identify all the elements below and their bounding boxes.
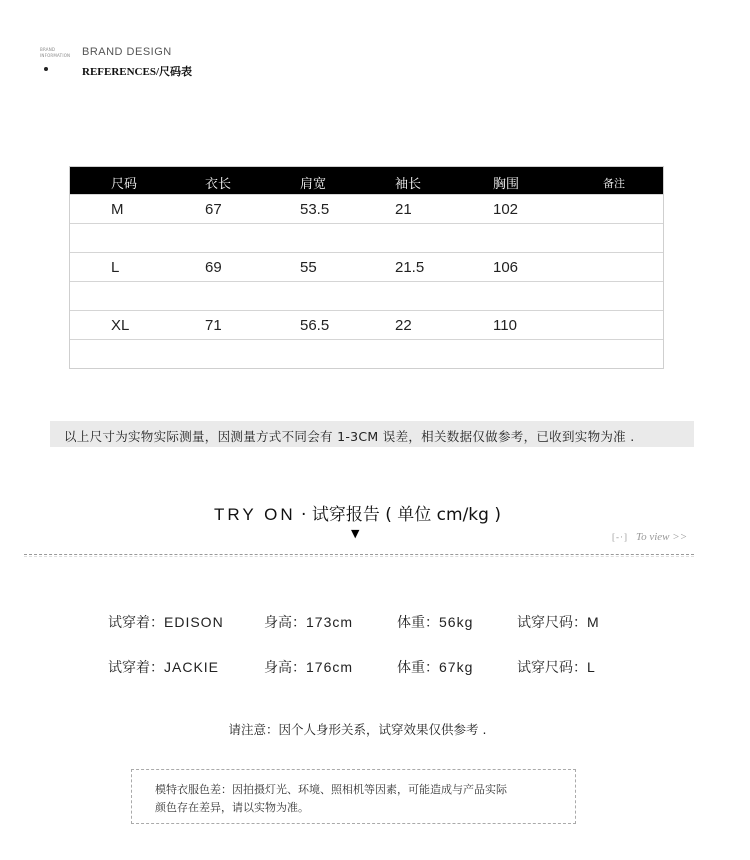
table-cell: 110 bbox=[493, 317, 517, 334]
measurement-note-bar bbox=[50, 421, 694, 447]
height-label: 身高： bbox=[264, 660, 306, 676]
name-label: 试穿着： bbox=[108, 615, 164, 631]
weight-label: 体重： bbox=[397, 615, 439, 631]
table-cell: 71 bbox=[205, 317, 222, 334]
divider bbox=[24, 556, 694, 557]
size-value: L bbox=[587, 659, 596, 675]
weight-value: 67kg bbox=[439, 659, 474, 675]
color-note-line1: 模特衣服色差：因拍摄灯光、环境、照相机等因素，可能造成与产品实际 bbox=[155, 783, 507, 796]
table-row bbox=[70, 339, 663, 368]
table-cell: 53.5 bbox=[300, 201, 330, 218]
table-row bbox=[70, 252, 663, 281]
tryon-title-sep: · bbox=[295, 505, 312, 525]
tryon-title-en: TRY ON bbox=[214, 505, 296, 524]
height-value: 173cm bbox=[306, 614, 354, 630]
tryon-person-weight bbox=[397, 612, 473, 632]
header-cell-chest: 胸围 bbox=[493, 177, 520, 192]
table-cell: XL bbox=[111, 317, 130, 334]
table-cell: M bbox=[111, 201, 124, 218]
name-label: 试穿着： bbox=[108, 660, 164, 676]
brand-subtitle: REFERENCES/尺码表 bbox=[82, 66, 193, 78]
view-bracket-icon: [-·] bbox=[612, 532, 628, 542]
table-cell: 67 bbox=[205, 201, 222, 218]
brand-mini-line1: BRAND bbox=[40, 47, 56, 52]
table-cell: 55 bbox=[300, 259, 317, 276]
header-cell-shoulder: 肩宽 bbox=[300, 177, 327, 192]
weight-value: 56kg bbox=[439, 614, 474, 630]
tryon-person-height bbox=[264, 657, 353, 677]
size-value: M bbox=[587, 614, 600, 630]
table-cell: 102 bbox=[493, 201, 519, 218]
table-row bbox=[70, 223, 663, 252]
tryon-notice: 请注意：因个人身形关系，试穿效果仅供参考 . bbox=[228, 722, 487, 737]
name-value: JACKIE bbox=[164, 659, 220, 675]
height-value: 176cm bbox=[306, 659, 354, 675]
tryon-person-height bbox=[264, 612, 353, 632]
size-table bbox=[69, 166, 664, 369]
table-cell: 106 bbox=[493, 259, 519, 276]
table-row bbox=[70, 281, 663, 310]
table-cell: 21 bbox=[395, 201, 412, 218]
brand-mini-logo bbox=[40, 47, 74, 59]
brand-mini-line2: INFORMATION bbox=[40, 53, 71, 58]
divider bbox=[24, 554, 694, 555]
measurement-note-text: 以上尺寸为实物实际测量，因测量方式不同会有 1-3CM 误差，相关数据仅做参考，已收到实物为准 . bbox=[64, 429, 635, 444]
brand-title: BRAND DESIGN bbox=[82, 46, 172, 58]
tryon-title bbox=[0, 500, 715, 525]
table-cell: 21.5 bbox=[395, 259, 425, 276]
table-row bbox=[70, 310, 663, 339]
tryon-person-name bbox=[108, 657, 219, 677]
view-more-link[interactable] bbox=[612, 531, 687, 543]
bullet-dot-icon bbox=[44, 67, 48, 71]
table-cell: 56.5 bbox=[300, 317, 330, 334]
tryon-person-size bbox=[517, 657, 596, 677]
table-cell: L bbox=[111, 259, 120, 276]
view-more-label: To view >> bbox=[636, 531, 688, 543]
color-note-line2: 颜色存在差异，请以实物为准。 bbox=[155, 801, 309, 814]
header-cell-remark: 备注 bbox=[603, 177, 625, 190]
table-cell: 69 bbox=[205, 259, 222, 276]
tryon-person-weight bbox=[397, 657, 473, 677]
header-cell-sleeve: 袖长 bbox=[395, 177, 422, 192]
tryon-person-size bbox=[517, 612, 600, 632]
triangle-down-icon: ▼ bbox=[351, 527, 360, 540]
height-label: 身高： bbox=[264, 615, 306, 631]
tryon-title-cn: 试穿报告 ( 单位 cm/kg ) bbox=[311, 505, 501, 525]
table-cell: 22 bbox=[395, 317, 412, 334]
weight-label: 体重： bbox=[397, 660, 439, 676]
size-table-header bbox=[70, 167, 663, 194]
name-value: EDISON bbox=[164, 614, 224, 630]
header-cell-length: 衣长 bbox=[205, 177, 232, 192]
table-row bbox=[70, 194, 663, 223]
size-label: 试穿尺码： bbox=[517, 615, 587, 631]
tryon-person-name bbox=[108, 612, 224, 632]
color-difference-note bbox=[131, 769, 576, 824]
size-label: 试穿尺码： bbox=[517, 660, 587, 676]
header-cell-size: 尺码 bbox=[111, 177, 138, 192]
